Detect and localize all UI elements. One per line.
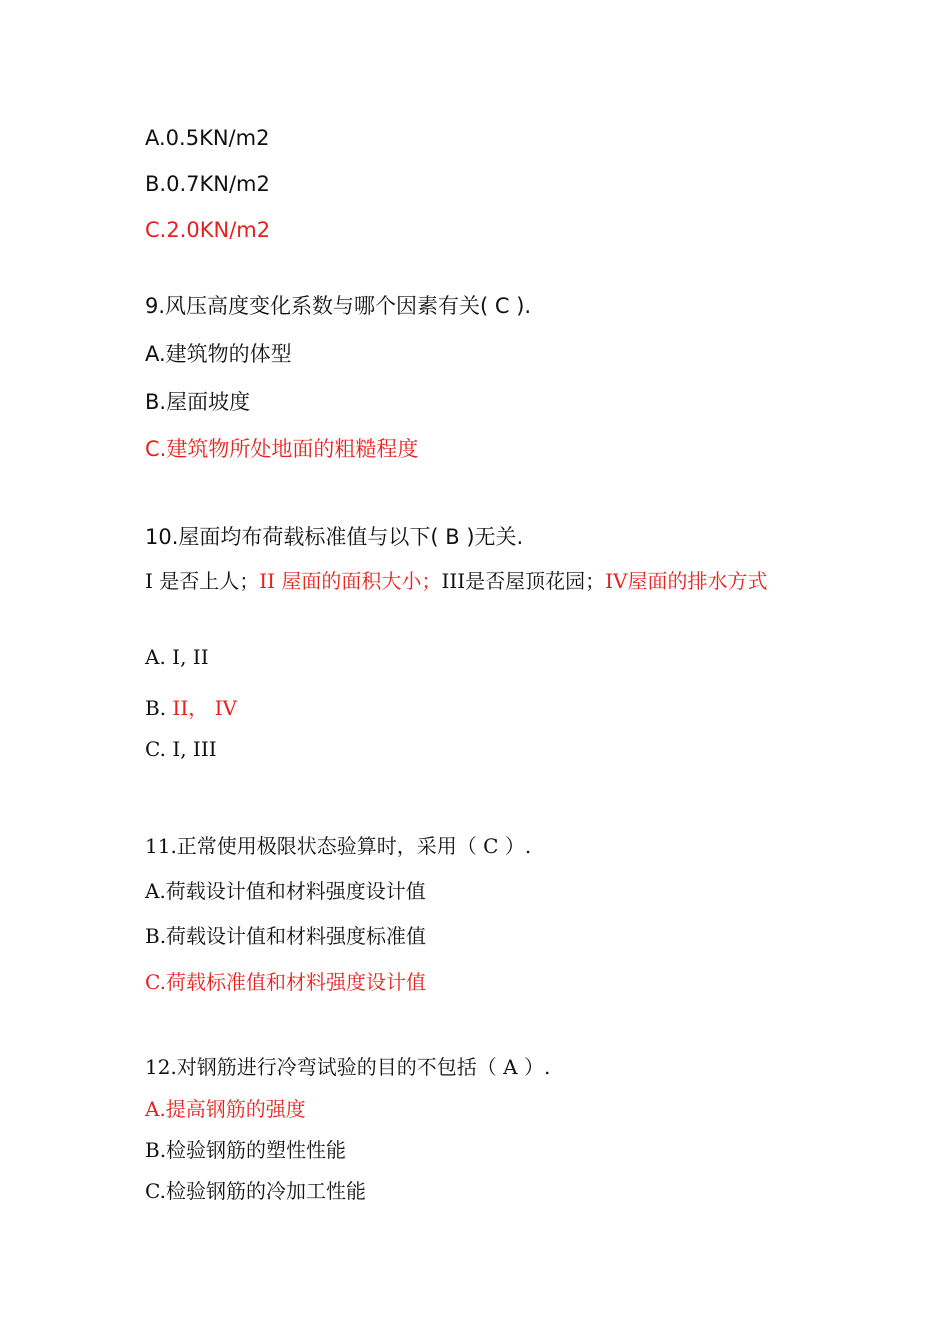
q9-option-a: A.建筑物的体型 — [145, 342, 292, 366]
q12-option-c: C.检验钢筋的冷加工性能 — [145, 1179, 366, 1203]
q10-option-a — [145, 645, 209, 669]
q10-option-a-prefix: A. — [145, 645, 173, 669]
q9-option-b: B.屋面坡度 — [145, 390, 251, 414]
q8-option-c-answer: C.2.0KN/m2 — [145, 218, 271, 242]
q10-option-a-value: I, II — [172, 645, 209, 669]
q11-question: 11.正常使用极限状态验算时，采用（ C ）. — [145, 834, 532, 858]
q12-option-a-answer: A.提高钢筋的强度 — [145, 1097, 306, 1121]
q8-option-b: B.0.7KN/m2 — [145, 172, 270, 196]
q12-option-b: B.检验钢筋的塑性性能 — [145, 1138, 347, 1162]
q10-option-b-prefix: B. — [145, 696, 173, 720]
q10-statement-4: IV屋面的排水方式 — [605, 569, 768, 593]
q9-question: 9.风压高度变化系数与哪个因素有关( C ). — [145, 294, 532, 318]
q8-option-a: A.0.5KN/m2 — [145, 126, 270, 150]
q10-statement-1: I 是否上人； — [145, 569, 260, 593]
q10-option-c — [145, 737, 217, 761]
q10-option-b — [145, 692, 237, 721]
q10-statement-2: II 屋面的面积大小； — [259, 569, 442, 593]
q11-option-a: A.荷载设计值和材料强度设计值 — [145, 879, 426, 903]
q10-question: 10.屋面均布荷载标准值与以下( B )无关. — [145, 525, 524, 549]
q10-option-c-prefix: C. — [145, 737, 173, 761]
q11-option-b: B.荷载设计值和材料强度标准值 — [145, 924, 427, 948]
q10-statement-3: III是否屋顶花园； — [441, 569, 606, 593]
q12-question: 12.对钢筋进行冷弯试验的目的不包括（ A ）. — [145, 1055, 551, 1079]
q9-option-c-answer: C.建筑物所处地面的粗糙程度 — [145, 437, 419, 461]
q10-option-c-value: I, III — [172, 737, 217, 761]
q11-option-c-answer: C.荷载标准值和材料强度设计值 — [145, 970, 426, 994]
q10-statements — [145, 565, 810, 597]
q10-option-b-value-answer: II， IV — [172, 696, 237, 720]
